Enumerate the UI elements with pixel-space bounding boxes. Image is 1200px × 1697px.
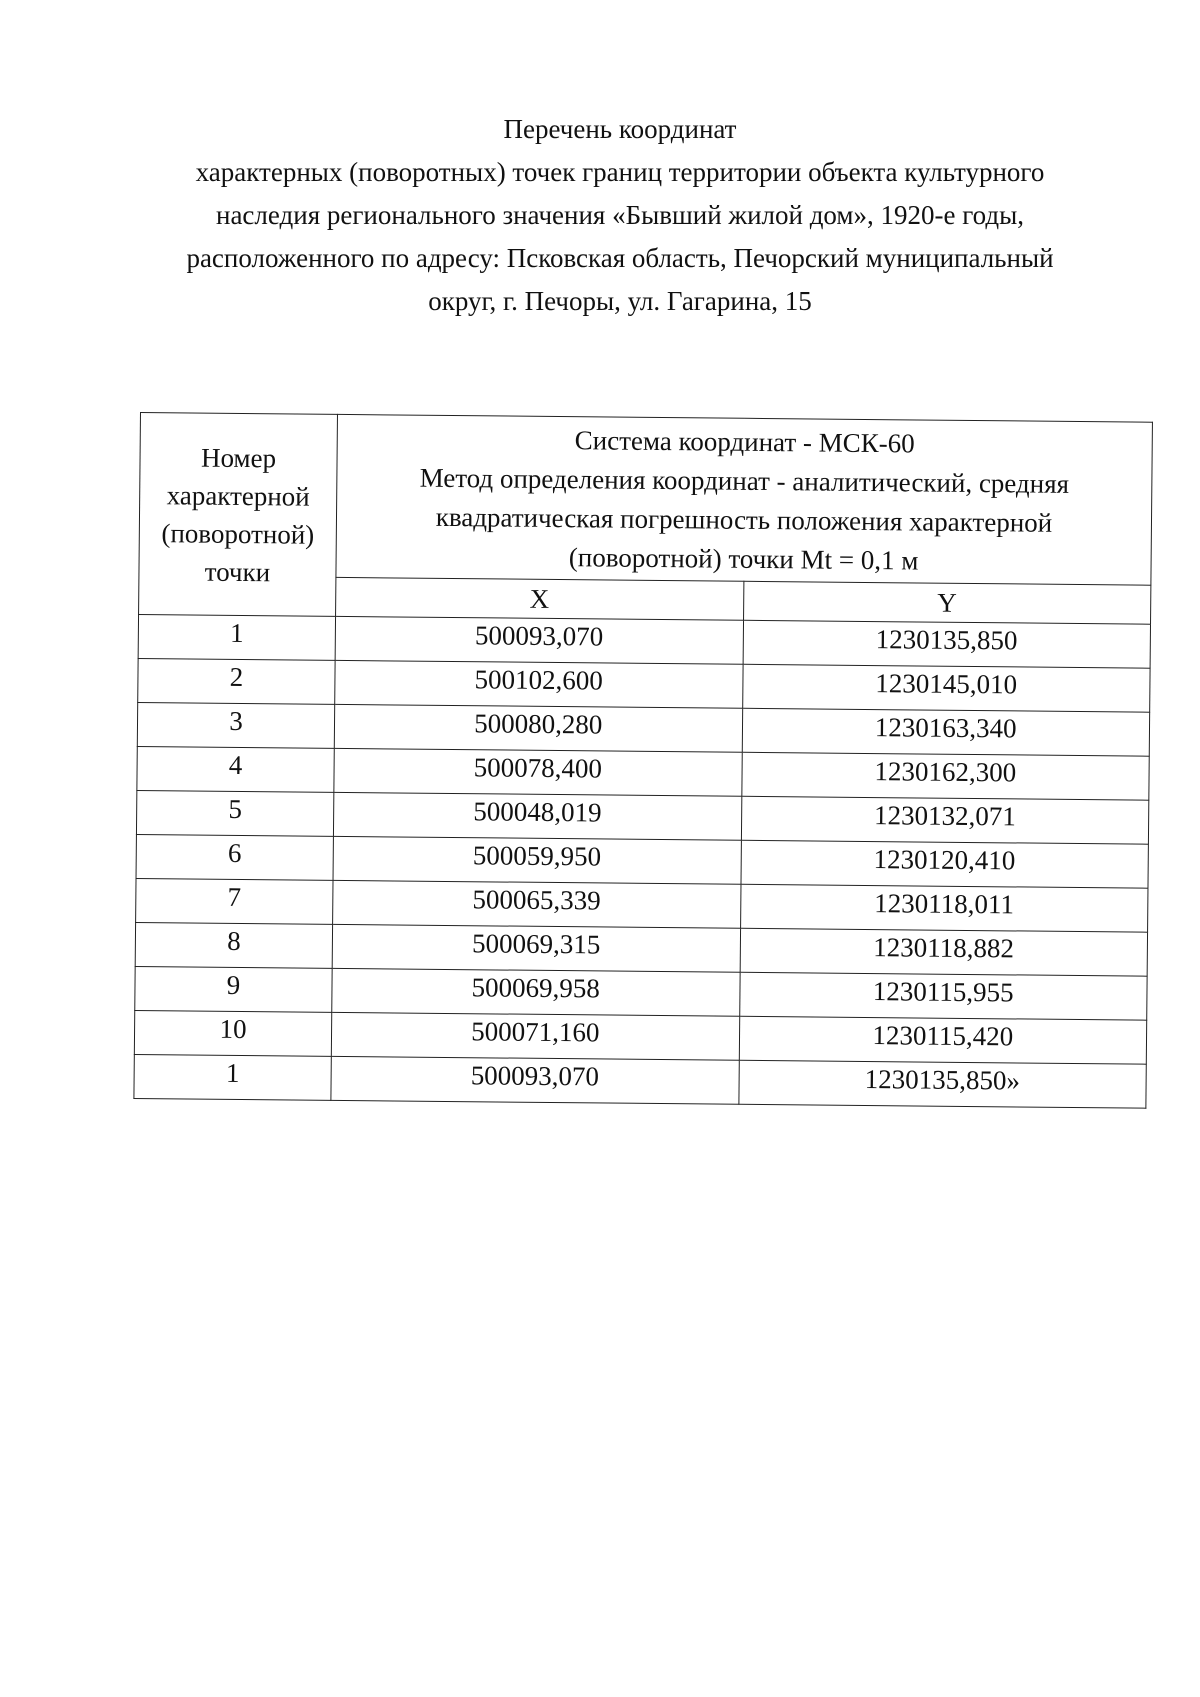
point-number-cell: 8: [135, 922, 332, 968]
header-line: Номер: [200, 442, 277, 473]
header-line: квадратическая погрешность положения характерной: [435, 501, 1053, 538]
title-line: расположенного по адресу: Псковская область, Печорский муниципальный: [186, 243, 1054, 273]
title-line: Перечень координат: [503, 114, 737, 144]
point-number-cell: 4: [137, 746, 334, 792]
y-coordinate-cell: 1230118,011: [740, 884, 1148, 932]
point-number-cell: 10: [134, 1010, 331, 1056]
y-coordinate-cell: 1230163,340: [742, 708, 1150, 756]
y-coordinate-cell: 1230118,882: [740, 928, 1148, 976]
x-coordinate-cell: 500069,958: [332, 968, 740, 1016]
y-coordinate-cell: 1230135,850: [743, 620, 1151, 668]
coordinates-table-container: [133, 412, 1153, 1109]
point-number-cell: 3: [137, 702, 334, 748]
x-coordinate-cell: 500078,400: [334, 748, 742, 796]
x-coordinate-cell: 500093,070: [335, 616, 743, 664]
y-coordinate-cell: 1230115,420: [739, 1016, 1147, 1064]
x-coordinate-cell: 500069,315: [332, 924, 740, 972]
x-coordinate-cell: 500065,339: [333, 880, 741, 928]
header-line: характерной: [166, 479, 310, 512]
point-number-cell: 5: [136, 790, 333, 836]
y-coordinate-cell: 1230145,010: [742, 664, 1150, 712]
y-coordinate-cell: 1230162,300: [741, 752, 1149, 800]
coordinates-table: [133, 412, 1153, 1109]
point-number-cell: 1: [138, 614, 335, 660]
y-coordinate-cell: 1230132,071: [741, 796, 1149, 844]
point-number-cell: 6: [136, 834, 333, 880]
header-line: (поворотной): [161, 517, 315, 550]
y-column-header: Y: [743, 581, 1151, 624]
header-line: (поворотной) точки Mt = 0,1 м: [568, 542, 919, 576]
header-line: точки: [204, 556, 271, 587]
title-line: характерных (поворотных) точек границ территории объекта культурного: [195, 157, 1045, 187]
x-coordinate-cell: 500071,160: [331, 1012, 739, 1060]
header-line: Система координат - МСК-60: [574, 425, 915, 459]
title-line: наследия регионального значения «Бывший жилой дом», 1920-е годы,: [216, 200, 1024, 230]
x-coordinate-cell: 500048,019: [333, 792, 741, 840]
x-coordinate-cell: 500080,280: [334, 704, 742, 752]
point-number-header: [139, 413, 338, 617]
x-coordinate-cell: 500059,950: [333, 836, 741, 884]
point-number-cell: 2: [138, 658, 335, 704]
coordinate-system-header: [336, 414, 1153, 585]
table-row: [134, 1054, 1146, 1108]
x-column-header: X: [336, 577, 744, 620]
point-number-cell: 7: [136, 878, 333, 924]
point-number-cell: 9: [135, 966, 332, 1012]
header-line: Метод определения координат - аналитический, средняя: [419, 462, 1070, 499]
title-line: округ, г. Печоры, ул. Гагарина, 15: [428, 286, 812, 316]
y-coordinate-cell: 1230120,410: [740, 840, 1148, 888]
x-coordinate-cell: 500102,600: [335, 660, 743, 708]
point-number-cell: 1: [134, 1054, 331, 1100]
y-coordinate-cell: 1230115,955: [739, 972, 1147, 1020]
document-title: [140, 108, 1100, 323]
y-coordinate-cell: 1230135,850»: [738, 1060, 1146, 1108]
x-coordinate-cell: 500093,070: [331, 1056, 739, 1104]
